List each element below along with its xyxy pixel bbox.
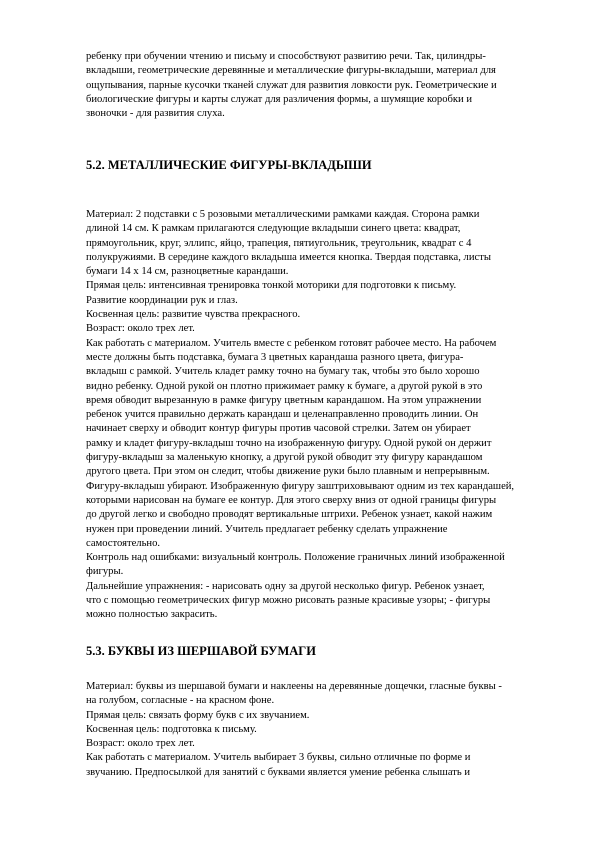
body-line: Контроль над ошибками: визуальный контроль. Положение граничных линий изображенной — [86, 552, 505, 564]
body-line: которыми нарисован на бумаге ее контур. Для этого сверху вниз от одной границы фигуры — [86, 494, 497, 506]
body-line: фигуру-вкладыш за маленькую кнопку, а другой рукой обводит эту фигуру карандашом — [86, 452, 483, 464]
intro-line: ребенку при обучении чтению и письму и способствуют развитию речи. Так, цилиндры- — [86, 51, 486, 62]
section-5-2-heading-block — [86, 158, 526, 173]
body-line: фигуры. — [86, 566, 124, 578]
body-line: Прямая цель: интенсивная тренировка тонкой моторики для подготовки к письму. — [86, 280, 457, 292]
body-line: Возраст: около трех лет. — [86, 738, 195, 750]
body-line: Дальнейшие упражнения: - нарисовать одну за другой несколько фигур. Ребенок узнает, — [86, 580, 485, 592]
section-5-3-heading-block — [86, 644, 526, 659]
body-line: Возраст: около трех лет. — [86, 323, 195, 335]
body-line: длиной 14 см. К рамкам прилагаются следующие вкладыши синего цвета: квадрат, — [86, 223, 461, 235]
body-line: другого цвета. При этом он следит, чтобы движение руки было плавным и непрерывным. — [86, 466, 490, 478]
section-heading: 5.3. БУКВЫ ИЗ ШЕРШАВОЙ БУМАГИ — [86, 644, 316, 658]
intro-paragraph — [86, 50, 526, 121]
body-line: Косвенная цель: подготовка к письму. — [86, 723, 257, 735]
body-line: нужен при проведении линий. Учитель предлагает ребенку сделать упражнение — [86, 523, 448, 535]
body-line: Прямая цель: связать форму букв с их звучанием. — [86, 709, 310, 721]
body-line: самостоятельно. — [86, 537, 161, 549]
body-line: видно ребенку. Одной рукой он плотно прижимает рамку к бумаге, а другой рукой в это — [86, 380, 483, 392]
body-line: что с помощью геометрических фигур можно рисовать разные красивые узоры; - фигуры — [86, 595, 491, 607]
body-line: Как работать с материалом. Учитель выбирает 3 буквы, сильно отличные по форме и — [86, 752, 471, 764]
body-line: Как работать с материалом. Учитель вместе с ребенком готовят рабочее место. На рабочем — [86, 337, 497, 349]
body-line: Материал: буквы из шершавой бумаги и наклеены на деревянные дощечки, гласные буквы - — [86, 681, 502, 692]
intro-line: биологические фигуры и карты служат для различения формы, а шумящие коробки и — [86, 93, 473, 105]
body-line: звучанию. Предпосылкой для занятий с буквами является умение ребенка слышать и — [86, 766, 471, 778]
body-line: прямоугольник, круг, эллипс, яйцо, трапеция, пятиугольник, треугольник, квадрат с 4 — [86, 237, 472, 249]
body-line: Фигуру-вкладыш убирают. Изображенную фигуру заштриховывают одним из тех карандашей, — [86, 480, 515, 492]
section-5-3-body — [86, 680, 526, 780]
section-5-2-body — [86, 208, 526, 623]
body-line: на голубом, согласные - на красном фоне. — [86, 695, 275, 707]
section-heading: 5.2. МЕТАЛЛИЧЕСКИЕ ФИГУРЫ-ВКЛАДЫШИ — [86, 158, 372, 172]
intro-line: ощупывания, парные кусочки тканей служат для развития ловкости рук. Геометрические и — [86, 79, 497, 91]
body-line: можно полностью закрасить. — [86, 609, 218, 621]
body-line: вкладыш с рамкой. Учитель кладет рамку точно на бумагу так, чтобы это было хорошо — [86, 366, 480, 378]
intro-line: вкладыши, геометрические деревянные и металлические фигуры-вкладыши, материал для — [86, 65, 496, 77]
body-line: начинает сверху и обводит контур фигуры против часовой стрелки. Затем он убирает — [86, 423, 471, 435]
body-line: ребенок учится правильно держать карандаш и целенаправленно проводить линии. Он — [86, 409, 479, 421]
body-line: месте должны быть подставка, бумага 3 цветных карандаша разного цвета, фигура- — [86, 351, 464, 363]
body-line: полукружиями. В середине каждого вкладыша имеется кнопка. Твердая подставка, листы — [86, 251, 491, 263]
body-line: Материал: 2 подставки с 5 розовыми металлическими рамками каждая. Сторона рамки — [86, 209, 480, 220]
body-line: Косвенная цель: развитие чувства прекрасного. — [86, 309, 301, 321]
body-line: до другой легко и свободно проводят вертикальные штрихи. Ребенок узнает, какой нажим — [86, 509, 493, 521]
body-line: рамку и кладет фигуру-вкладыш точно на изображенную фигуру. Одной рукой он держит — [86, 437, 492, 449]
intro-line: звоночки - для развития слуха. — [86, 108, 225, 120]
body-line: время обводит вырезанную в рамке фигуру цветным карандашом. На этом упражнении — [86, 394, 482, 406]
body-line: Развитие координации рук и глаз. — [86, 294, 238, 306]
body-line: бумаги 14 х 14 см, разноцветные карандаши. — [86, 266, 289, 278]
